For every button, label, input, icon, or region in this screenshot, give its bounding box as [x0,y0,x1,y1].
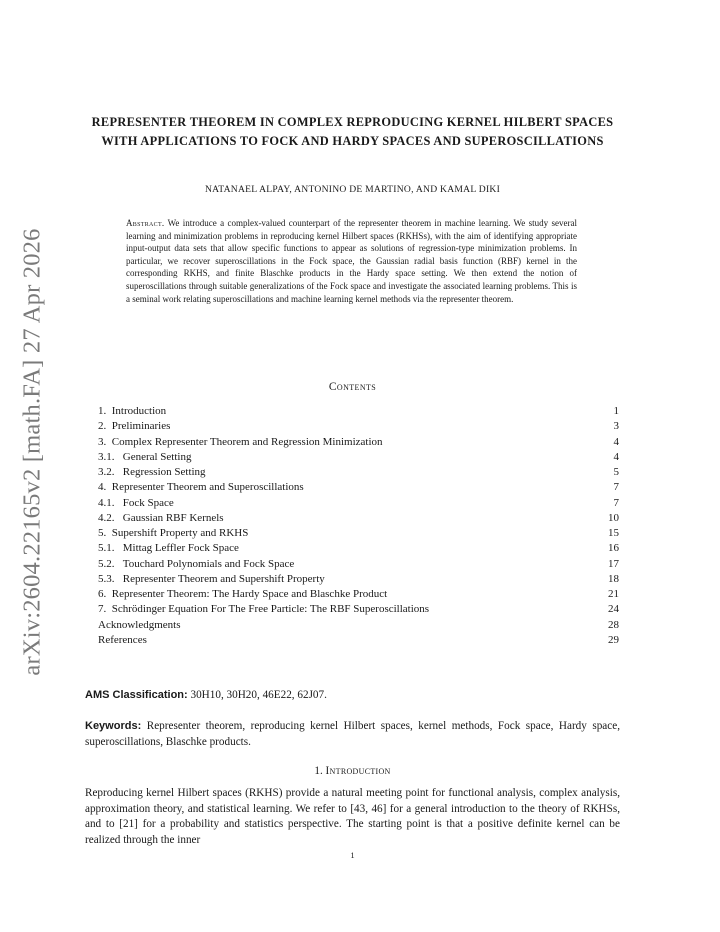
toc-entry-number: 3. [98,435,107,448]
toc-entry-number: 3.1. [98,450,115,463]
toc-entry-title: Fock Space [122,496,174,509]
toc-entry-label [98,435,383,450]
toc-entry-title: Mittag Leffler Fock Space [122,542,239,555]
toc-entry[interactable] [98,404,619,419]
section-number: 1. [314,765,323,777]
ams-classification [85,689,620,701]
toc-entry-title: Preliminaries [111,420,171,433]
toc-entry-page: 21 [608,588,619,600]
toc-entry-label [98,587,387,602]
arxiv-stamp [8,228,58,676]
toc-entry[interactable] [98,435,619,450]
toc-entry-label [98,480,304,495]
toc-entry-number: 5.3. [98,572,115,585]
toc-entry-label [98,496,174,511]
toc-entry-title: References [98,633,147,646]
toc-entry[interactable] [98,602,619,617]
toc-entry-label [98,602,429,617]
toc-entry-title: Gaussian RBF Kernels [122,511,224,524]
toc-entry-label [98,511,224,526]
toc-entry[interactable] [98,480,619,495]
table-of-contents [98,404,619,648]
toc-entry-title: Supershift Property and RKHS [111,527,249,539]
toc-entry-number: 5. [98,527,107,539]
toc-entry[interactable] [98,618,619,633]
section-title: Introduction [325,765,391,777]
toc-entry-label [98,419,170,434]
toc-entry-label [98,465,206,480]
arxiv-identifier: arXiv:2604.22165v2 [math.FA] 27 Apr 2026 [19,228,46,676]
author-list: NATANAEL ALPAY, ANTONINO DE MARTINO, AND KAMAL DIKI [204,184,501,195]
toc-entry[interactable] [98,526,619,541]
keywords-label: Keywords: [85,720,142,732]
toc-entry-page: 7 [613,496,619,509]
toc-entry-number: 1. [98,405,107,417]
toc-entry-page: 4 [613,435,619,448]
toc-entry-number: 2. [98,420,107,433]
toc-entry-page: 15 [608,527,619,539]
contents-heading: Contents [328,381,377,393]
toc-entry-page: 16 [608,542,619,555]
toc-entry-page: 5 [613,466,619,478]
toc-entry[interactable] [98,633,619,648]
section-heading [85,765,620,777]
toc-entry-title: Touchard Polynomials and Fock Space [122,557,295,570]
toc-entry-title: Acknowledgments [98,618,181,631]
toc-entry-page: 4 [613,450,619,463]
toc-entry-number: 5.1. [98,542,115,555]
toc-entry[interactable] [98,450,619,465]
toc-entry[interactable] [98,587,619,602]
abstract-label: Abstract. [126,218,165,228]
toc-entry[interactable] [98,541,619,556]
paper-title: REPRESENTER THEOREM IN COMPLEX REPRODUCING KERNEL HILBERT SPACES WITH APPLICATIONS TO FOCK AND HARDY SPACES AND SUPEROSCILLATIONS [91,115,614,148]
toc-entry-title: Representer Theorem: The Hardy Space and Blaschke Product [111,588,388,600]
toc-entry-page: 29 [608,633,619,646]
toc-entry-number: 4. [98,481,107,494]
toc-entry-page: 18 [608,572,619,585]
toc-entry-title: Introduction [111,405,167,417]
toc-entry[interactable] [98,419,619,434]
toc-entry-title: Representer Theorem and Supershift Property [122,572,325,585]
toc-entry-label [98,572,325,587]
toc-entry-label [98,541,239,556]
toc-entry-number: 5.2. [98,557,115,570]
intro-paragraph: Reproducing kernel Hilbert spaces (RKHS) provide a natural meeting point for functional analysis, complex analysis, approximation theory, and statistical learning. We refer to [43, 46] for a general introduction to the theory of RKHSs, and to [21] for a probability and statistics perspective. The starting point is that a positive definite kernel can be realized through the inner [85,787,620,846]
ams-label: AMS Classification: [85,689,188,701]
toc-entry-number: 4.1. [98,496,115,509]
abstract-text: We introduce a complex-valued counterpart of the representer theorem in machine learning. We study several learning and minimization problems in reproducing kernel Hilbert spaces (RKHSs), with the aim of identifying appropriate input-output data sets that allow specific functions to appear as solutions of regression-type minimization problems. In particular, we recover superoscillations in the Fock space, the Gaussian radial basis function (RBF) kernel in the corresponding RKHS, and finite Blaschke products in the Hardy space setting. We then extend the notion of superoscillations through suitable generalizations of the Fock space and investigate the associated learning problems. This is a seminal work relating superoscillations and machine learning kernel methods via the representer theorem. [126,218,577,304]
toc-entry[interactable] [98,465,619,480]
toc-entry-label [98,404,166,419]
toc-entry-label [98,557,294,572]
keywords [85,719,620,750]
toc-entry-title: Complex Representer Theorem and Regression Minimization [111,435,383,448]
toc-entry-title: Regression Setting [122,466,206,478]
toc-entry-page: 28 [608,618,619,631]
toc-entry[interactable] [98,557,619,572]
toc-entry[interactable] [98,496,619,511]
toc-entry-title: Schrödinger Equation For The Free Particle: The RBF Superoscillations [111,603,430,616]
toc-entry-page: 7 [613,481,619,494]
abstract [126,217,577,305]
toc-entry-number: 6. [98,588,107,600]
toc-entry[interactable] [98,511,619,526]
toc-entry-title: Representer Theorem and Superoscillations [111,481,304,494]
toc-entry-page: 1 [613,405,619,417]
toc-entry-number: 7. [98,603,107,616]
toc-entry-label [98,526,248,541]
toc-entry-label [98,633,147,648]
toc-entry-page: 10 [608,511,619,524]
toc-entry-label [98,618,180,633]
toc-entry[interactable] [98,572,619,587]
toc-entry-number: 4.2. [98,511,115,524]
page-number: 1 [350,850,355,860]
toc-entry-number: 3.2. [98,466,115,478]
toc-entry-page: 17 [608,557,619,570]
keywords-value: Representer theorem, reproducing kernel Hilbert spaces, kernel methods, Fock space, Hardy space, superoscillations, Blaschke products. [85,720,621,748]
toc-entry-label [98,450,191,465]
toc-entry-title: General Setting [122,450,192,463]
ams-value: 30H10, 30H20, 46E22, 62J07. [190,689,327,701]
toc-entry-page: 24 [608,603,619,616]
toc-entry-page: 3 [613,420,619,433]
